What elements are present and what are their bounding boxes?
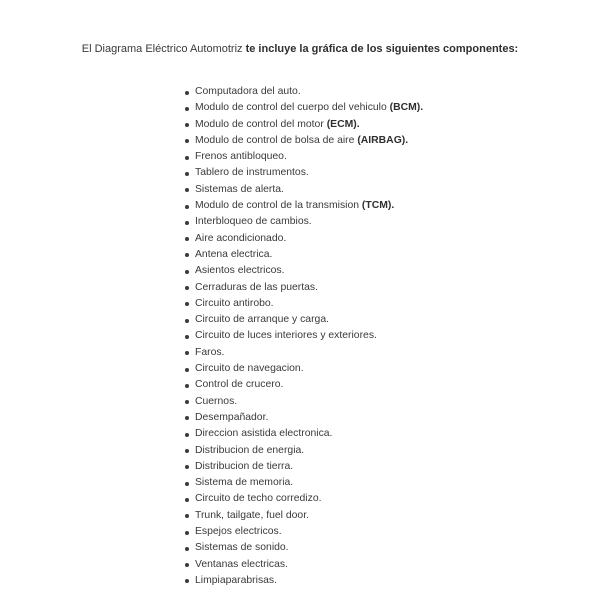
list-item [195, 280, 423, 296]
list-item [195, 475, 423, 491]
bullet-icon [185, 384, 189, 388]
list-item-text: Asientos electricos. [195, 265, 285, 277]
list-item [195, 231, 423, 247]
bullet-icon [185, 156, 189, 160]
list-item-text: Cerraduras de las puertas. [195, 281, 319, 293]
list-item-text: Trunk, tailgate, fuel door. [195, 509, 309, 521]
list-item-abbreviation: (ECM). [326, 118, 360, 130]
list-item-text: Aire acondicionado. [195, 232, 287, 244]
list-item-text: Circuito de techo corredizo. [195, 493, 322, 505]
bullet-icon [185, 531, 189, 535]
list-item-text: Desempañador. [195, 411, 269, 423]
bullet-icon [185, 368, 189, 372]
list-item-abbreviation: (TCM). [361, 200, 395, 212]
list-item [195, 263, 423, 279]
bullet-icon [185, 319, 189, 323]
bullet-icon [185, 579, 189, 583]
bullet-icon [185, 563, 189, 567]
list-item-text: Tablero de instrumentos. [195, 167, 309, 179]
list-item [195, 443, 423, 459]
list-item-text: Modulo de control del motor [195, 118, 327, 130]
list-item-text: Direccion asistida electronica. [195, 428, 333, 440]
bullet-icon [185, 205, 189, 209]
list-item [195, 491, 423, 507]
list-item-text: Modulo de control del cuerpo del vehiculo [195, 102, 390, 114]
list-item [195, 459, 423, 475]
bullet-icon [185, 416, 189, 420]
list-item-text: Sistemas de sonido. [195, 542, 289, 554]
bullet-icon [185, 433, 189, 437]
bullet-icon [185, 335, 189, 339]
list-item [195, 361, 423, 377]
list-item-abbreviation: (AIRBAG). [357, 134, 409, 146]
list-item [195, 573, 423, 589]
list-item-text: Computadora del auto. [195, 86, 301, 97]
bullet-icon [185, 172, 189, 176]
list-item-text: Distribucion de tierra. [195, 460, 294, 472]
list-item-text: Espejos electricos. [195, 526, 282, 538]
list-item-text: Modulo de control de bolsa de aire [195, 134, 358, 146]
list-item-text: Ventanas electricas. [195, 558, 288, 570]
list-item [195, 312, 423, 328]
intro-bold-text: te incluye la gráfica de los siguientes componentes: [245, 43, 519, 55]
list-item [195, 426, 423, 442]
bullet-icon [185, 139, 189, 143]
list-item-text: Antena electrica. [195, 248, 273, 260]
list-item [195, 182, 423, 198]
list-item [195, 345, 423, 361]
bullet-icon [185, 221, 189, 225]
bullet-icon [185, 270, 189, 274]
bullet-icon [185, 107, 189, 111]
list-item [195, 165, 423, 181]
list-item [195, 508, 423, 524]
list-item-text: Faros. [195, 346, 225, 358]
bullet-icon [185, 465, 189, 469]
bullet-icon [185, 482, 189, 486]
list-item [195, 377, 423, 393]
list-item [195, 117, 423, 133]
list-item-text: Sistemas de alerta. [195, 183, 284, 195]
list-item-text: Distribucion de energia. [195, 444, 305, 456]
list-item [195, 410, 423, 426]
bullet-icon [185, 286, 189, 290]
list-item-text: Interbloqueo de cambios. [195, 216, 312, 228]
list-item-text: Cuernos. [195, 395, 238, 407]
list-item-text: Circuito de arranque y carga. [195, 314, 329, 326]
bullet-icon [185, 91, 189, 95]
list-item [195, 394, 423, 410]
bullet-icon [185, 253, 189, 257]
list-item [195, 524, 423, 540]
bullet-icon [185, 123, 189, 127]
list-item [195, 247, 423, 263]
bullet-icon [185, 514, 189, 518]
list-item [195, 198, 423, 214]
list-item [195, 149, 423, 165]
list-item [195, 100, 423, 116]
bullet-icon [185, 237, 189, 241]
list-item-text: Circuito de luces interiores y exteriores. [195, 330, 377, 342]
bullet-icon [185, 547, 189, 551]
list-item [195, 84, 423, 100]
list-item-text: Modulo de control de la transmision [195, 200, 362, 212]
intro-paragraph [0, 41, 600, 58]
list-item [195, 557, 423, 573]
list-item [195, 214, 423, 230]
bullet-icon [185, 449, 189, 453]
list-item-text: Circuito antirobo. [195, 297, 274, 309]
list-item-abbreviation: (BCM). [389, 102, 424, 114]
bullet-icon [185, 351, 189, 355]
bullet-icon [185, 188, 189, 192]
bullet-icon [185, 400, 189, 404]
list-item-text: Circuito de navegacion. [195, 363, 304, 375]
list-item [195, 328, 423, 344]
intro-text: El Diagrama Eléctrico Automotriz [81, 43, 246, 55]
list-item-text: Limpiaparabrisas. [195, 574, 278, 586]
list-item-text: Frenos antibloqueo. [195, 151, 287, 163]
bullet-icon [185, 498, 189, 502]
list-item [195, 540, 423, 556]
component-list [195, 84, 423, 589]
list-item [195, 296, 423, 312]
list-item [195, 133, 423, 149]
bullet-icon [185, 302, 189, 306]
list-item-text: Sistema de memoria. [195, 477, 294, 489]
list-item-text: Control de crucero. [195, 379, 284, 391]
